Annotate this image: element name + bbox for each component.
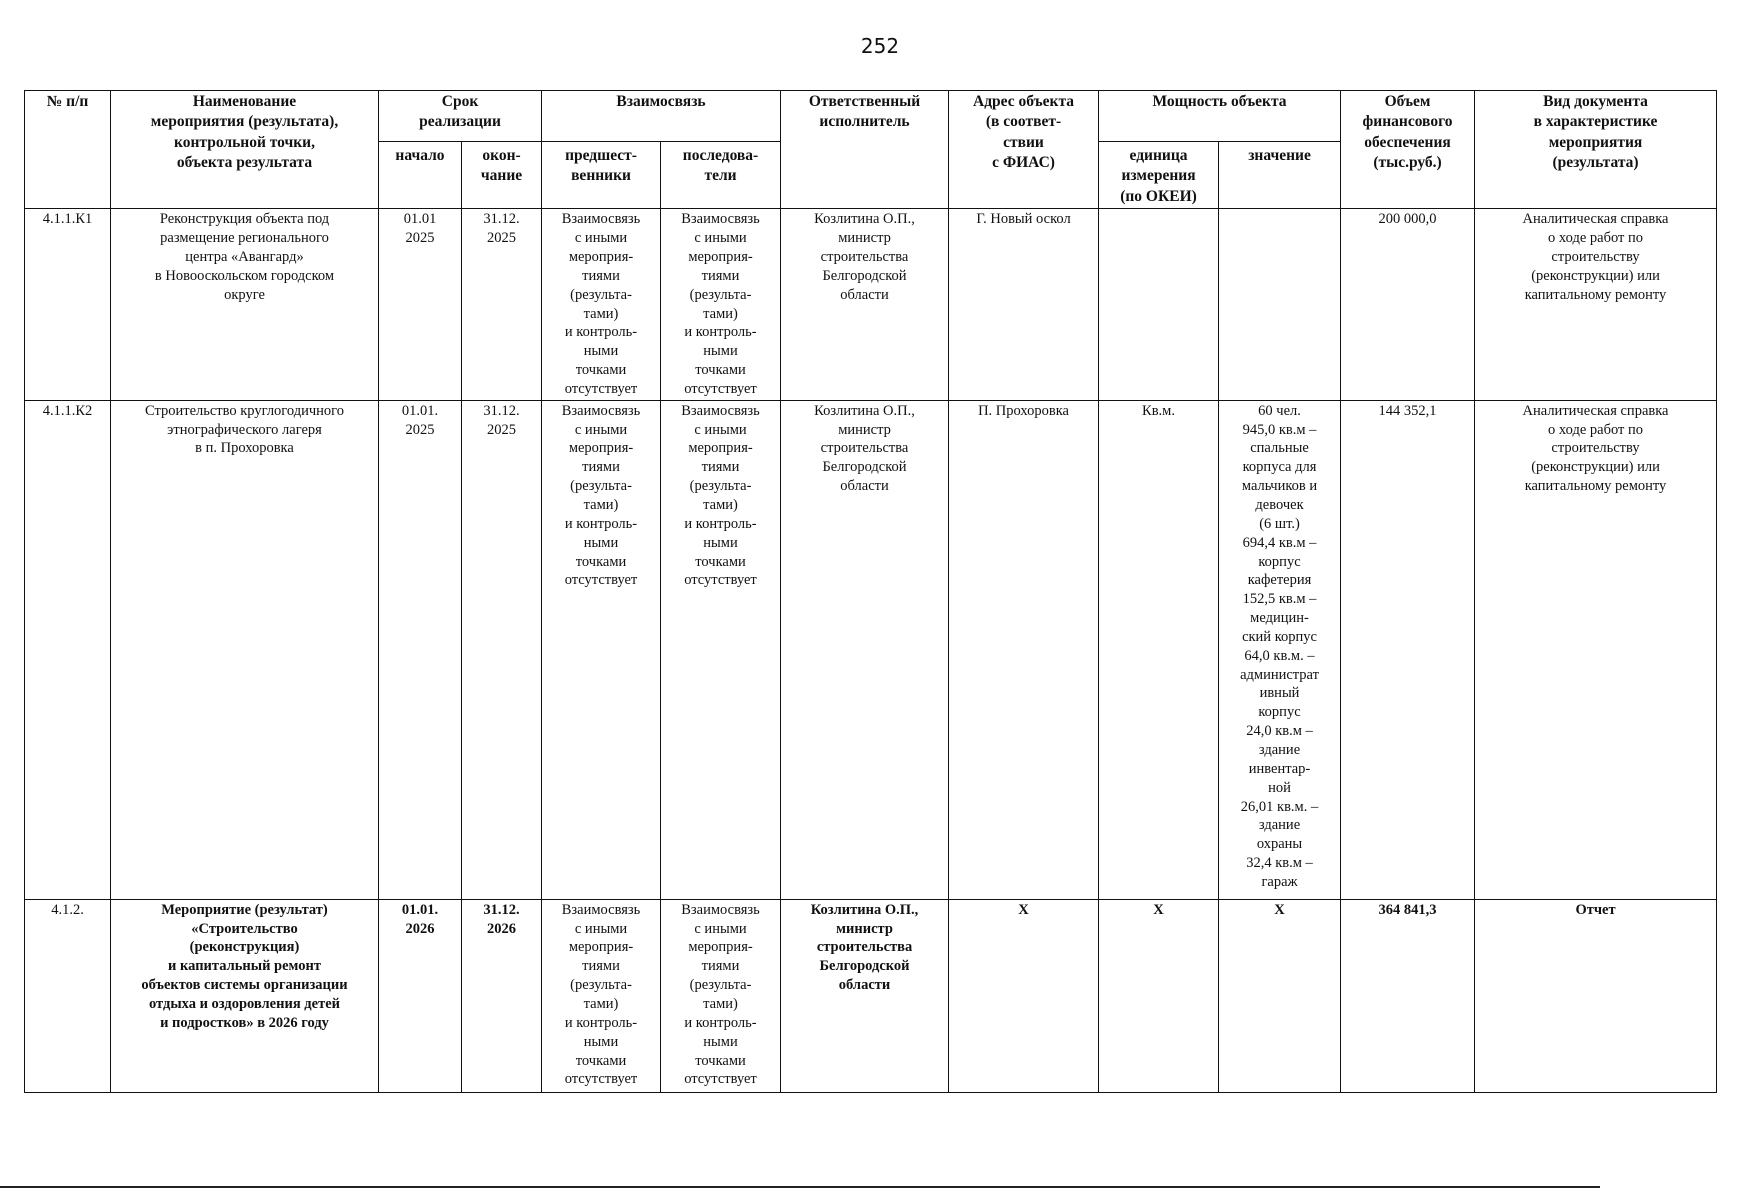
page-number: 252	[860, 34, 900, 58]
cell-responsible: Козлитина О.П., министр строительства Белгородской области	[781, 400, 949, 899]
cell-unit	[1099, 209, 1219, 400]
cell-end: 31.12. 2026	[462, 899, 542, 1092]
cell-succ: Взаимосвязь с иными мероприя- тиями (результа- тами) и контроль- ными точками отсутствует	[661, 899, 781, 1092]
table-row	[25, 400, 1717, 899]
table-row	[25, 899, 1717, 1092]
header-period-end: окон- чание	[462, 142, 542, 209]
cell-end: 31.12. 2025	[462, 209, 542, 400]
header-capacity-unit: единица измерения (по ОКЕИ)	[1099, 142, 1219, 209]
cell-address: Г. Новый оскол	[949, 209, 1099, 400]
cell-responsible: Козлитина О.П., министр строительства Белгородской области	[781, 899, 949, 1092]
header-relation-pred: предшест- венники	[542, 142, 661, 209]
cell-pred: Взаимосвязь с иными мероприя- тиями (результа- тами) и контроль- ными точками отсутствует	[542, 209, 661, 400]
cell-pred: Взаимосвязь с иными мероприя- тиями (результа- тами) и контроль- ными точками отсутствует	[542, 400, 661, 899]
header-capacity: Мощность объекта	[1099, 91, 1341, 142]
header-address: Адрес объекта (в соответ- ствии с ФИАС)	[949, 91, 1099, 209]
cell-value: Х	[1219, 899, 1341, 1092]
header-name: Наименование мероприятия (результата), контрольной точки, объекта результата	[111, 91, 379, 209]
cell-address: П. Прохоровка	[949, 400, 1099, 899]
cell-name: Мероприятие (результат) «Строительство (реконструкция) и капитальный ремонт объектов системы организации отдыха и оздоровления детей и подростков» в 2026 году	[111, 899, 379, 1092]
cell-name: Строительство круглогодичного этнографического лагеря в п. Прохоровка	[111, 400, 379, 899]
cell-num: 4.1.1.К2	[25, 400, 111, 899]
footer-rule	[0, 1186, 1600, 1188]
cell-unit: Х	[1099, 899, 1219, 1092]
cell-num: 4.1.2.	[25, 899, 111, 1092]
plan-table	[24, 90, 1717, 1093]
cell-value: 60 чел. 945,0 кв.м – спальные корпуса для мальчиков и девочек (6 шт.) 694,4 кв.м – корпус кафетерия 152,5 кв.м – медицин- ский корпус 64,0 кв.м. – администрат ивный корпус 24,0 кв.м – здание инвентар- ной 26,01 кв.м. – здание охраны 32,4 кв.м – гараж	[1219, 400, 1341, 899]
header-capacity-value: значение	[1219, 142, 1341, 209]
header-responsible: Ответственный исполнитель	[781, 91, 949, 209]
cell-pred: Взаимосвязь с иными мероприя- тиями (результа- тами) и контроль- ными точками отсутствует	[542, 899, 661, 1092]
cell-start: 01.01 2025	[379, 209, 462, 400]
cell-value	[1219, 209, 1341, 400]
cell-succ: Взаимосвязь с иными мероприя- тиями (результа- тами) и контроль- ными точками отсутствует	[661, 209, 781, 400]
cell-funding: 144 352,1	[1341, 400, 1475, 899]
header-period: Срок реализации	[379, 91, 542, 142]
cell-doc-type: Аналитическая справка о ходе работ по строительству (реконструкции) или капитальному ремонту	[1475, 400, 1717, 899]
cell-responsible: Козлитина О.П., министр строительства Белгородской области	[781, 209, 949, 400]
header-row-1	[25, 91, 1717, 142]
cell-doc-type: Отчет	[1475, 899, 1717, 1092]
cell-funding: 364 841,3	[1341, 899, 1475, 1092]
table-row	[25, 209, 1717, 400]
cell-start: 01.01. 2026	[379, 899, 462, 1092]
header-period-start: начало	[379, 142, 462, 209]
cell-address: Х	[949, 899, 1099, 1092]
cell-succ: Взаимосвязь с иными мероприя- тиями (результа- тами) и контроль- ными точками отсутствует	[661, 400, 781, 899]
header-num: № п/п	[25, 91, 111, 209]
cell-num: 4.1.1.К1	[25, 209, 111, 400]
cell-funding: 200 000,0	[1341, 209, 1475, 400]
cell-end: 31.12. 2025	[462, 400, 542, 899]
cell-unit: Кв.м.	[1099, 400, 1219, 899]
header-doc-type: Вид документа в характеристике мероприятия (результата)	[1475, 91, 1717, 209]
cell-doc-type: Аналитическая справка о ходе работ по строительству (реконструкции) или капитальному ремонту	[1475, 209, 1717, 400]
cell-start: 01.01. 2025	[379, 400, 462, 899]
header-relation-succ: последова- тели	[661, 142, 781, 209]
cell-name: Реконструкция объекта под размещение регионального центра «Авангард» в Новооскольском городском округе	[111, 209, 379, 400]
header-funding: Объем финансового обеспечения (тыс.руб.)	[1341, 91, 1475, 209]
header-relation: Взаимосвязь	[542, 91, 781, 142]
